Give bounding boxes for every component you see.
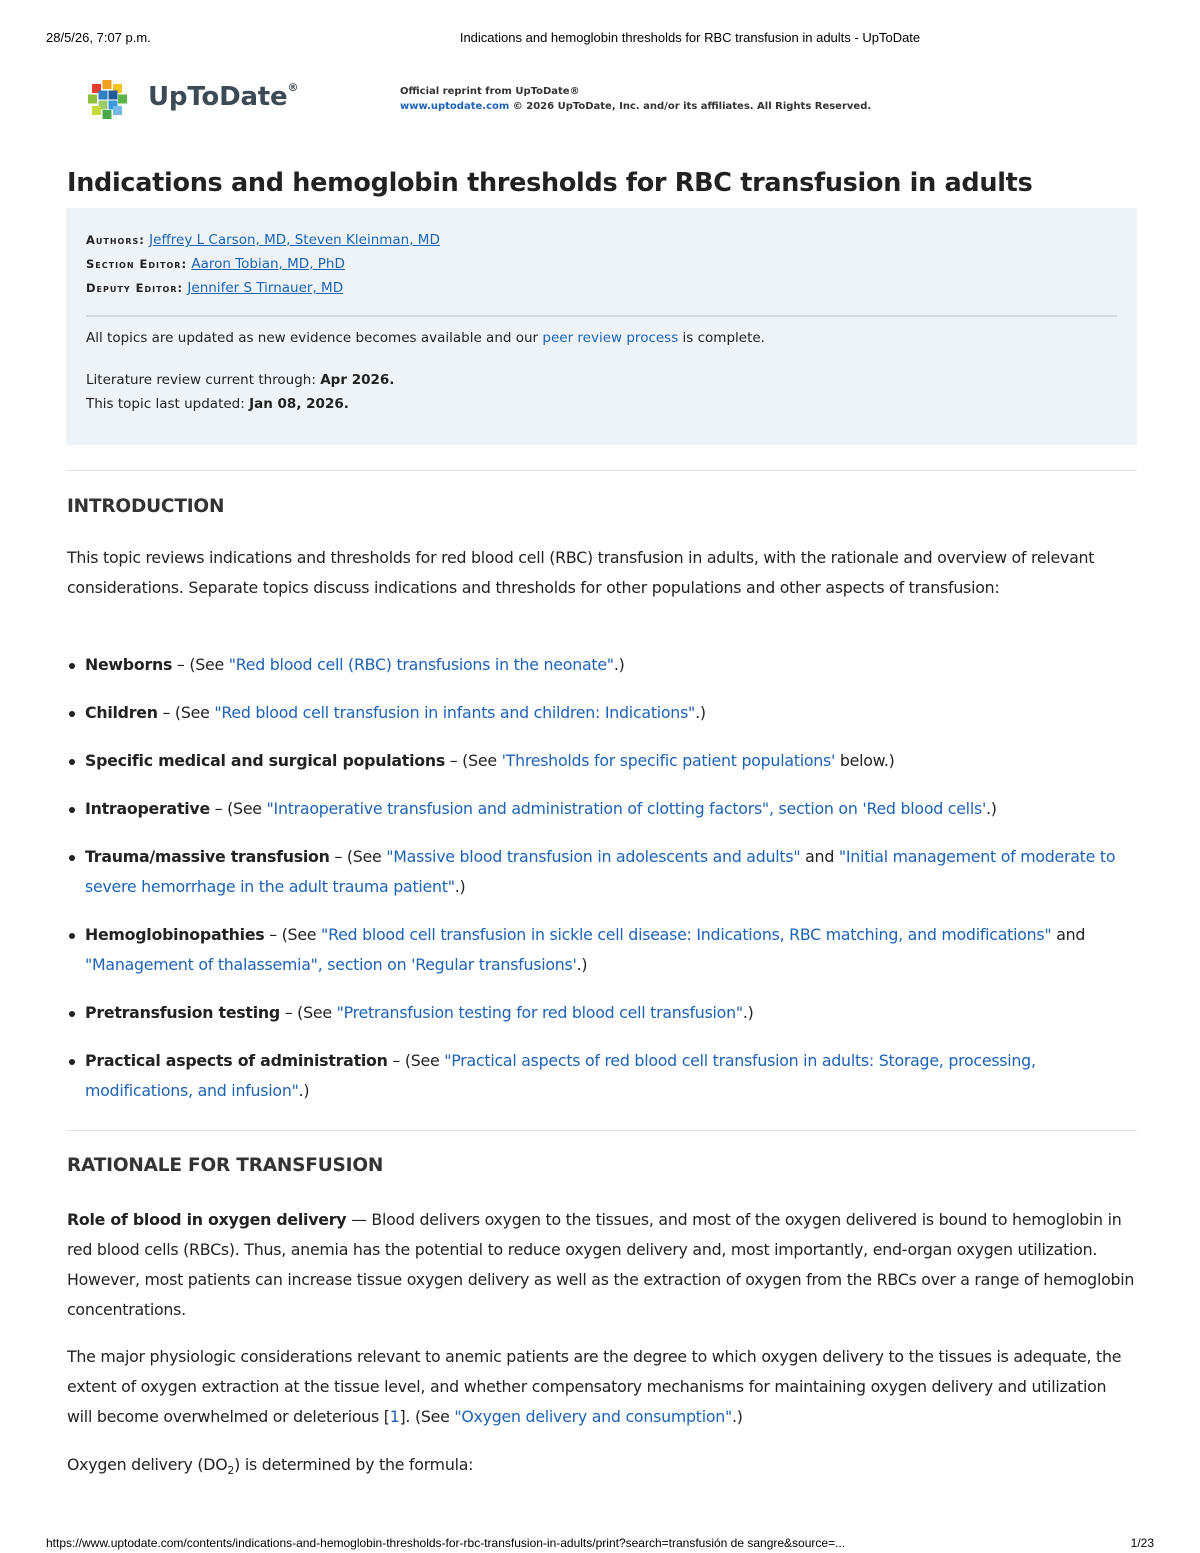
list-item: Children – (See "Red blood cell transfusion in infants and children: Indications".) bbox=[67, 698, 1135, 728]
deputy-editor-label: Deputy Editor: bbox=[86, 281, 184, 295]
bullet-term: Practical aspects of administration bbox=[85, 1051, 388, 1070]
bullet-term: Hemoglobinopathies bbox=[85, 925, 265, 944]
deputy-editor-link[interactable]: Jennifer S Tirnauer, MD bbox=[187, 280, 344, 296]
topic-link[interactable]: "Initial management of moderate to severe hemorrhage in the adult trauma patient" bbox=[85, 847, 1116, 896]
brand-header bbox=[84, 76, 1124, 126]
topic-link[interactable]: "Massive blood transfusion in adolescents and adults" bbox=[386, 847, 801, 866]
uptodate-logo-icon[interactable] bbox=[84, 76, 130, 122]
site-link[interactable]: www.uptodate.com bbox=[400, 101, 510, 112]
reference-link[interactable]: 1 bbox=[389, 1407, 400, 1426]
topic-link[interactable]: "Intraoperative transfusion and administration of clotting factors", section on 'Red blood cells' bbox=[266, 799, 987, 818]
section-editor-link[interactable]: Aaron Tobian, MD, PhD bbox=[191, 256, 345, 272]
introduction-heading: INTRODUCTION bbox=[67, 496, 225, 517]
bullet-term: Pretransfusion testing bbox=[85, 1003, 280, 1022]
reprint-line: Official reprint from UpToDate® bbox=[400, 86, 580, 97]
topic-link[interactable]: "Red blood cell (RBC) transfusions in the neonate" bbox=[228, 655, 614, 674]
rationale-paragraph-3: Oxygen delivery $(DO_2)$ is determined by the formula: bbox=[67, 1455, 474, 1478]
deputy-editor-row bbox=[86, 276, 440, 300]
bullet-term: Trauma/massive transfusion bbox=[85, 847, 330, 866]
rationale-heading: RATIONALE FOR TRANSFUSION bbox=[67, 1155, 384, 1176]
section-editor-label: Section Editor: bbox=[86, 257, 188, 271]
introduction-paragraph: This topic reviews indications and thresholds for red blood cell (RBC) transfusion in adults, with the rationale and overview of relevant considerations. Separate topics discuss indications and thresholds for other populations and other aspects of transfusion: bbox=[67, 548, 1095, 597]
bullet-term: Specific medical and surgical populations bbox=[85, 751, 445, 770]
meta-divider bbox=[86, 315, 1117, 317]
reprint-notice bbox=[400, 84, 871, 114]
authors-row bbox=[86, 228, 440, 252]
peer-review-link[interactable]: peer review process bbox=[542, 330, 679, 346]
topic-link[interactable]: "Pretransfusion testing for red blood cell transfusion" bbox=[336, 1003, 743, 1022]
authors-link[interactable]: Jeffrey L Carson, MD, Steven Kleinman, MD bbox=[149, 232, 440, 248]
role-of-blood-term: Role of blood in oxygen delivery bbox=[67, 1210, 347, 1229]
page-number: 1/23 bbox=[1130, 1536, 1154, 1550]
introduction-bullet-list bbox=[67, 650, 1135, 1124]
article-title: Indications and hemoglobin thresholds for RBC transfusion in adults bbox=[67, 168, 1033, 198]
topic-link[interactable]: "Red blood cell transfusion in infants and children: Indications" bbox=[214, 703, 696, 722]
topic-link[interactable]: 'Thresholds for specific patient populations' bbox=[501, 751, 836, 770]
list-item: Trauma/massive transfusion – (See "Massive blood transfusion in adolescents and adults" and "Initial management of moderate to severe hemorrhage in the adult trauma patient".) bbox=[67, 842, 1135, 902]
divider bbox=[66, 470, 1137, 471]
list-item: Pretransfusion testing – (See "Pretransfusion testing for red blood cell transfusion".) bbox=[67, 998, 1135, 1028]
literature-review: Literature review current through: Apr 2026. bbox=[86, 372, 395, 388]
rationale-paragraph-1: Role of blood in oxygen delivery — Blood delivers oxygen to the tissues, and most of the oxygen delivered is bound to hemoglobin in red blood cells (RBCs). Thus, anemia has the potential to reduce oxygen delivery and, most importantly, end-organ oxygen utilization. However, most patients can increase tissue oxygen delivery as well as the extraction of oxygen from the RBCs over a range of hemoglobin concentrations. bbox=[67, 1210, 1135, 1319]
bullet-term: Intraoperative bbox=[85, 799, 210, 818]
print-page-title: Indications and hemoglobin thresholds for RBC transfusion in adults - UpToDate bbox=[459, 30, 921, 45]
print-footer bbox=[46, 1536, 1154, 1552]
print-url: https://www.uptodate.com/contents/indications-and-hemoglobin-thresholds-for-rbc-transfusion-in-adults/print?search=transfusión de sangre&source=... bbox=[46, 1536, 846, 1550]
bullet-term: Children bbox=[85, 703, 158, 722]
divider bbox=[66, 1130, 1137, 1131]
article-meta-box bbox=[66, 208, 1137, 445]
list-item: Intraoperative – (See "Intraoperative transfusion and administration of clotting factors", section on 'Red blood cells'.) bbox=[67, 794, 1135, 824]
print-header bbox=[46, 30, 1154, 50]
last-updated: This topic last updated: Jan 08, 2026. bbox=[86, 396, 349, 412]
authors-label: Authors: bbox=[86, 233, 145, 247]
oxygen-delivery-link[interactable]: "Oxygen delivery and consumption" bbox=[454, 1407, 733, 1426]
print-datetime: 28/5/26, 7:07 p.m. bbox=[46, 30, 151, 45]
section-editor-row bbox=[86, 252, 440, 276]
list-item: Hemoglobinopathies – (See "Red blood cell transfusion in sickle cell disease: Indications, RBC matching, and modifications" and "Management of thalassemia", section on 'Regular transfusions'.) bbox=[67, 920, 1135, 980]
topic-link[interactable]: "Management of thalassemia", section on 'Regular transfusions' bbox=[85, 955, 577, 974]
rationale-paragraph-2: The major physiologic considerations relevant to anemic patients are the degree to which oxygen delivery to the tissues is adequate, the extent of oxygen extraction at the tissue level, and whether compensatory mechanisms for maintaining oxygen delivery and utilization will become overwhelmed or deleterious [1]. (See "Oxygen delivery and consumption".) bbox=[67, 1347, 1122, 1426]
list-item: Newborns – (See "Red blood cell (RBC) transfusions in the neonate".) bbox=[67, 650, 1135, 680]
copyright-text: © 2026 UpToDate, Inc. and/or its affiliates. All Rights Reserved. bbox=[509, 101, 872, 112]
update-notice: All topics are updated as new evidence becomes available and our peer review process is complete. bbox=[86, 330, 765, 346]
list-item: Specific medical and surgical populations – (See 'Thresholds for specific patient populations' below.) bbox=[67, 746, 1135, 776]
topic-link[interactable]: "Practical aspects of red blood cell transfusion in adults: Storage, processing, modifications, and infusion" bbox=[85, 1051, 1036, 1100]
topic-link[interactable]: "Red blood cell transfusion in sickle cell disease: Indications, RBC matching, and modifications" bbox=[321, 925, 1052, 944]
list-item: Practical aspects of administration – (See "Practical aspects of red blood cell transfusion in adults: Storage, processing, modifications, and infusion".) bbox=[67, 1046, 1135, 1106]
bullet-term: Newborns bbox=[85, 655, 173, 674]
brand-name: UpToDate® bbox=[148, 81, 299, 112]
